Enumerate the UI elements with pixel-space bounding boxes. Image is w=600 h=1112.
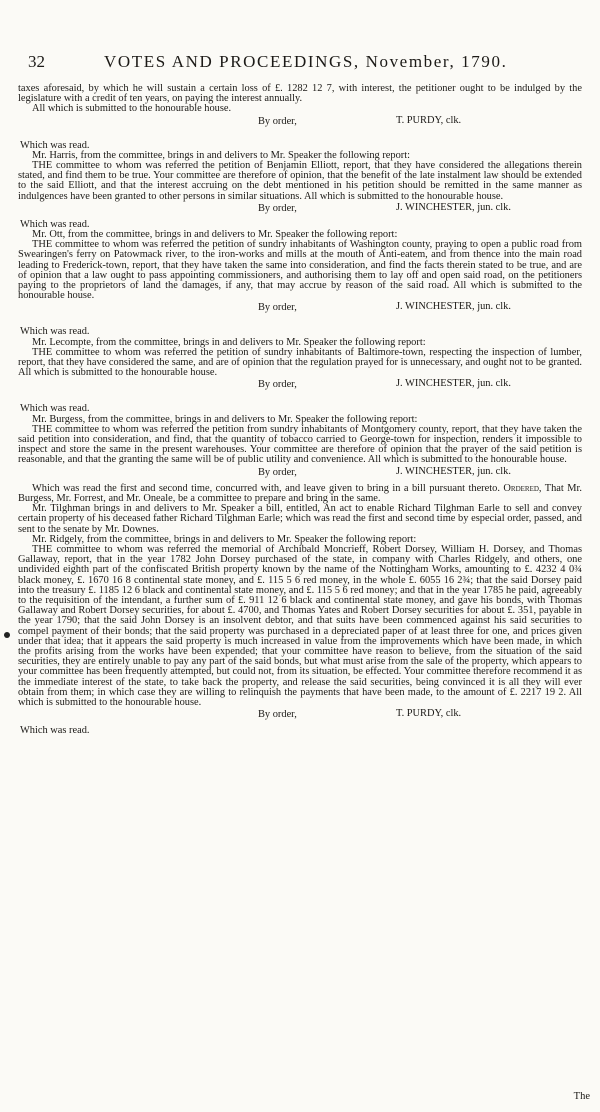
signature-line [18,116,582,129]
ordered-label: Ordered, [503,482,542,494]
which-was-read: Which was read. [20,326,90,338]
document-body [18,84,582,736]
which-was-read: Which was read. [20,403,90,415]
report-intro: Mr. Harris, from the committee, brings in and delivers to Mr. Speaker the following report: [32,149,411,161]
margin-mark [4,632,10,638]
paragraph-text: Which was read the first and second time, concurred with, and leave given to bring in a bill pursuant thereto. [32,482,500,494]
paragraph: All which is submitted to the honourable house. [32,103,232,115]
clerk-signature: T. PURDY, clk. [396,114,462,126]
report-text: THE committee to whom was referred the petition of Benjamin Elliott, report, that they have considered the allegations therein stated, and find them to be true. Your committee are therefore of opinion, that the benefit of the late instalment law should be extended to the said Elliott, and that the interest accruing on the debt mentioned in his petition should be remitted in the same manner as indulgences have been granted to other persons in similar situations. All which is submitted to the honourable house. [18,160,582,202]
by-order: By order, [258,302,297,314]
which-was-read: Which was read. [20,139,90,151]
by-order: By order, [258,202,297,214]
signature-line [18,709,582,722]
report-text: THE committee to whom was referred the petition of sundry inhabitants of Washington county, praying to open a public road from Swearingen's ferry on Patowmack river, to the iron-works and mills at the mouth of Anti-eatem, and from thence into the main road leading to Frederick-town, report, that they have taken the same into consideration, and find the facts therein stated to be true, and are of opinion that a law ought to pass appointing commissioners, and authorising them to lay off and open said road, on the petitioners paying to the proprietors of land the damages, if any, that may accrue by reason of the said road. All which is submitted to the honourable house. [18,239,582,302]
clerk-signature: T. PURDY, clk. [396,708,462,720]
signature-line [18,302,582,315]
report-intro: Mr. Lecompte, from the committee, brings in and delivers to Mr. Speaker the following report: [32,336,426,348]
clerk-signature: J. WINCHESTER, jun. clk. [396,201,511,213]
catchword: The [573,1091,590,1102]
paragraph: taxes aforesaid, by which he will sustain a certain loss of £. 1282 12 7, with interest, the petitioner ought to be indulged by the legislature with a credit of ten years, on paying the interest annually. [18,83,582,105]
running-header [0,52,600,76]
signature-line [18,379,582,392]
by-order: By order, [258,379,297,391]
clerk-signature: J. WINCHESTER, jun. clk. [396,378,511,390]
running-title: VOTES AND PROCEEDINGS, November, 1790. [104,52,508,71]
report-text: THE committee to whom was referred the memorial of Archibald Moncrieff, Robert Dorsey, William H. Dorsey, and Thomas Gallaway, report, that in the year 1782 John Dorsey purchased of the state, in company with Charles Ridgely, and others, one undivided eighth part of the confiscated British property known by the name of the Nottingham Works, amounting to £. 4232 4 0¾ black money, £. 1670 16 8 continental state money, and £. 115 5 6 red money, in the whole £. 6055 16 2¾; that the said Dorsey paid into the treasury £. 1185 12 6 black and continental state money, and £. 115 5 6 red money; and that in the year 1785 he paid, agreeably to the requisition of the intendant, a further sum of £. 911 12 6 black and continental state money, and gave his bonds, with Thomas Gallaway and Robert Dorsey securities, for about £. 4700, and Thomas Yates and Robert Dorsey securities for about £. 351, payable in the year 1790; that the said John Dorsey is an insolvent debtor, and that suits have been commenced against his said securities to compel payment of their bonds; that the said property was purchased in a depreciated paper of at least three for one, and prices given under that idea; that it appears the said property is much increased in value from the improvements which have been made, in which the profits arising from the works have been expended; that your committee have reason to believe, from the situation of the said securities, they are entirely unable to pay any part of the said bonds, but what must arise from the sale of the property, which appears to your committee has been frequently attempted, but could not, from its situation, be effected. Your committee therefore recommend it as the immediate interest of the state, to take back the property, and release the said securities, being convinced it is all they will ever obtain from them; in which case they are willing to relinquish the payments that have been made, to the amount of £. 2217 19 2. All which is submitted to the honourable house. [18,543,582,708]
which-was-read: Which was read. [20,725,90,737]
paragraph [18,484,582,504]
signature-line [18,203,582,216]
signature-line [18,467,582,480]
paragraph: Mr. Tilghman brings in and delivers to Mr. Speaker a bill, entitled, An act to enable Richard Tilghman Earle to sell and convey certain property of his deceased father Richard Tilghman Earle; which was read the first and second time by especial order, passed, and sent to the senate by Mr. Downes. [18,503,582,535]
report-text: THE committee to whom was referred the petition of sundry inhabitants of Baltimore-town, respecting the inspection of lumber, report, that they have considered the same, and are of opinion that the regulation prayed for is unnecessary, and ought not to be granted. All which is submitted to the honourable house. [18,346,582,379]
paragraph-text: That Mr. Burgess, Mr. Forrest, and Mr. Oneale, be a committee to prepare and bring in the same. [18,482,582,504]
report-text: THE committee to whom was referred the petition from sundry inhabitants of Montgomery county, report, that they have taken the said petition into consideration, and find, that the quantity of tobacco carried to George-town for inspection, renders it impossible to inspect and store the same in the present warehouses. Your committee are therefore of opinion that the prayer of the said petition is reasonable, and that the granting the same will be of public utility and convenience. All which is submitted to the honourable house. [18,423,582,466]
by-order: By order, [258,466,297,478]
report-intro: Mr. Ridgely, from the committee, brings in and delivers to Mr. Speaker the following report: [32,533,417,545]
page-number: 32 [28,52,45,71]
which-was-read: Which was read. [20,218,90,230]
clerk-signature: J. WINCHESTER, jun. clk. [396,301,511,313]
clerk-signature: J. WINCHESTER, jun. clk. [396,465,511,477]
by-order: By order, [258,115,297,127]
report-intro: Mr. Ott, from the committee, brings in and delivers to Mr. Speaker the following report: [32,229,398,241]
by-order: By order, [258,709,297,721]
report-intro: Mr. Burgess, from the committee, brings in and delivers to Mr. Speaker the following report: [32,413,418,425]
